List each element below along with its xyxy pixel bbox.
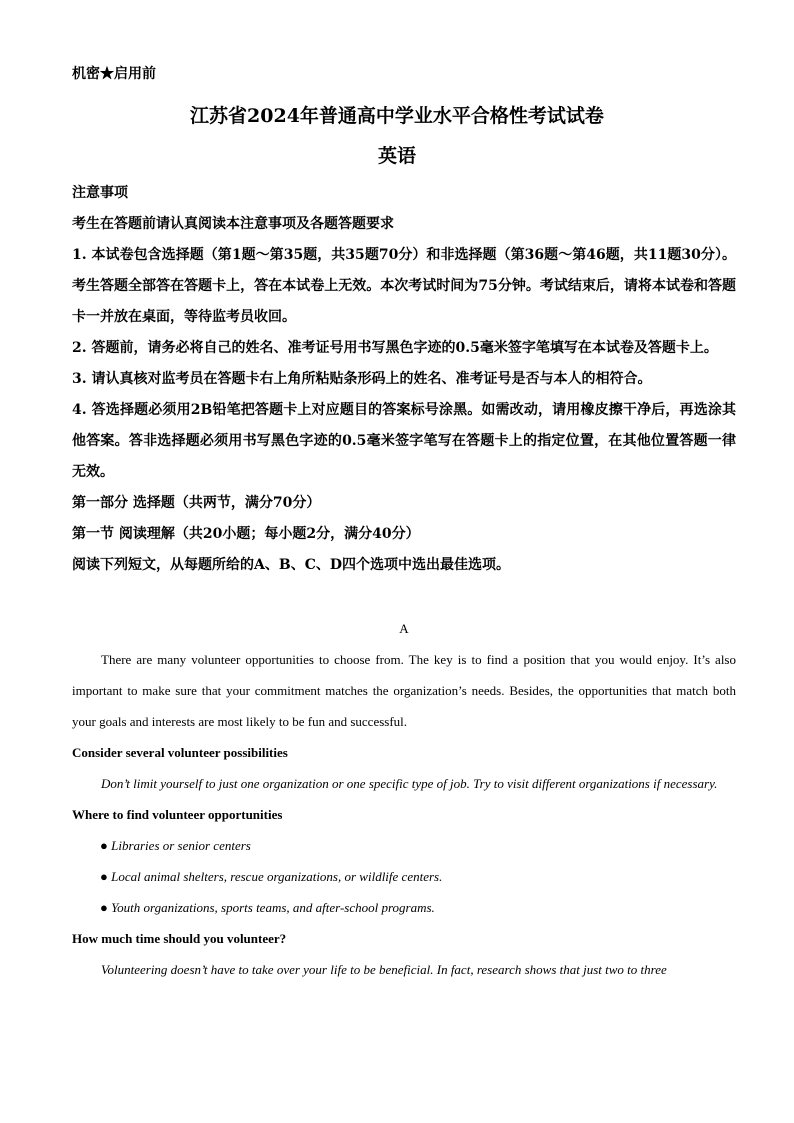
list-item: ● Youth organizations, sports teams, and after-school programs.: [100, 900, 435, 915]
notice-item-1: 1. 本试卷包含选择题（第1题～第35题，共35题70分）和非选择题（第36题～第46题，共11题30分）。考生答题全部答在答题卡上，答在本试卷上无效。本次考试时间为75分钟。考试结束后，请将本试卷和答题卡一并放在桌面，等待监考员收回。: [72, 247, 736, 325]
exam-title: 江苏省2024年普通高中学业水平合格性考试试卷: [190, 105, 604, 127]
notice-item-2: 2. 答题前，请务必将自己的姓名、准考证号用书写黑色字迹的0.5毫米签字笔填写在本试卷及答题卡上。: [72, 340, 718, 356]
notice-intro: 考生在答题前请认真阅读本注意事项及各题答题要求: [72, 216, 394, 232]
passage-heading-3: How much time should you volunteer?: [72, 931, 287, 946]
notice-item-4: 4. 答选择题必须用2B铅笔把答题卡上对应题目的答案标号涂黑。如需改动，请用橡皮擦干净后，再选涂其他答案。答非选择题必须用书写黑色字迹的0.5毫米签字笔写在答题卡上的指定位置，在其他位置答题一律无效。: [72, 402, 736, 480]
subject-title: 英语: [377, 145, 416, 167]
passage-intro: There are many volunteer opportunities to choose from. The key is to find a position that you would enjoy. It’s also important to make sure that your commitment matches the organization’s needs. Besides, the opportunities that match both your goals and interests are most likely to be fun and successful.: [72, 652, 736, 729]
passage-heading-1: Consider several volunteer possibilities: [72, 745, 288, 760]
part-title: 第一部分 选择题（共两节，满分70分）: [72, 495, 321, 511]
secret-mark: 机密★启用前: [72, 66, 156, 82]
passage-a: [72, 613, 736, 985]
notice-heading: 注意事项: [72, 185, 128, 201]
section-title: 第一节 阅读理解（共20小题；每小题2分，满分40分）: [72, 526, 420, 542]
passage-heading-2: Where to find volunteer opportunities: [72, 807, 283, 822]
notice-section: [72, 178, 736, 581]
passage-paragraph-3: Volunteering doesn’t have to take over your life to be beneficial. In fact, research shows that just two to three: [101, 962, 667, 977]
section-instruction: 阅读下列短文，从每题所给的A、B、C、D四个选项中选出最佳选项。: [72, 557, 510, 573]
passage-paragraph-1: Don’t limit yourself to just one organization or one specific type of job. Try to visit different organizations if necessary.: [101, 776, 718, 791]
passage-label: A: [399, 621, 409, 636]
list-item: ● Local animal shelters, rescue organizations, or wildlife centers.: [100, 869, 443, 884]
notice-item-3: 3. 请认真核对监考员在答题卡右上角所粘贴条形码上的姓名、准考证号是否与本人的相符合。: [72, 371, 652, 387]
list-item: ● Libraries or senior centers: [100, 838, 251, 853]
